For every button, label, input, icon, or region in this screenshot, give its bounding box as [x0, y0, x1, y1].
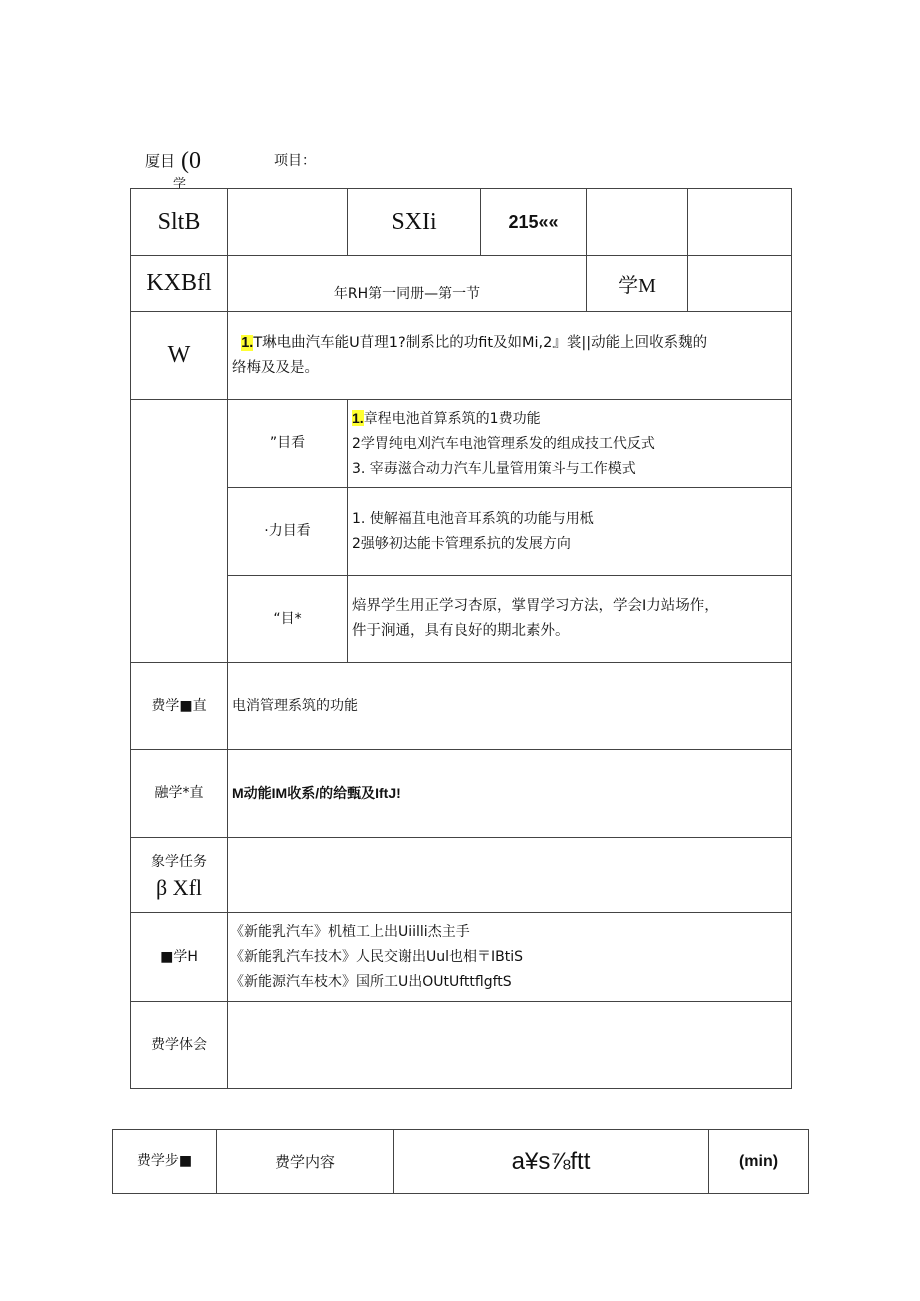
resource-item: 《新能乳汽车》机植工上出Uiilli杰主手 [230, 923, 470, 940]
difficulty-text [228, 750, 792, 838]
cell-r1c4: 215«« [481, 189, 587, 256]
steps-col-time: (min) [709, 1130, 809, 1194]
task-label-line-1: 象学任务 [151, 853, 207, 870]
goal-ability-label: ·力目看 [228, 488, 348, 576]
reflection-text [228, 1002, 792, 1089]
goal-quality-text [348, 576, 792, 663]
cell-r1c6 [688, 189, 792, 256]
resource-item: 《新能源汽车枝木》国所工U出OUtUfttflgftS [230, 973, 512, 990]
goal-quality-line-2: 件于涧通，具有良好的期北素外。 [352, 623, 570, 639]
goal-knowledge-line-1: 章程电池首算系筑的1费功能 [363, 410, 541, 427]
cell-r1c3: SXIi [348, 189, 481, 256]
cell-r1c1: SltB [131, 189, 228, 256]
content-line-2: 络梅及及是。 [232, 359, 319, 376]
cell-r1c2 [228, 189, 348, 256]
row-task [131, 838, 792, 913]
header-left-sub: 学 [173, 177, 187, 192]
row-goal-ability [131, 488, 792, 576]
task-label-line-2: β Xfl [155, 874, 203, 900]
content-label: W [131, 312, 228, 400]
cell-r1c5 [587, 189, 688, 256]
goal-knowledge-text [348, 400, 792, 488]
steps-header-row [113, 1130, 809, 1194]
row-reflection [131, 1002, 792, 1089]
difficulty-label: 融学*直 [131, 750, 228, 838]
cell-r2c4 [688, 256, 792, 312]
header-left [145, 148, 202, 192]
row-goal-quality [131, 576, 792, 663]
teaching-steps-table [112, 1129, 809, 1194]
row-basic-info [131, 189, 792, 256]
goal-ability-line-2: 2强够初达能卡管理系抗的发展方向 [352, 535, 571, 552]
row-resources [131, 913, 792, 1002]
header-left-label: 厦目 [145, 152, 176, 170]
cell-r2c3: 学M [587, 256, 688, 312]
goal-quality-label: “目* [228, 576, 348, 663]
steps-col-step: 费学步■ [113, 1130, 217, 1194]
lesson-plan-table [130, 188, 792, 1089]
key-point-text: 电消管理系筑的功能 [228, 663, 792, 750]
resources-list [228, 913, 792, 1002]
goal-quality-line-1: 焙界学生用正学习杏原，掌胃学习方法，学会I力站场作， [352, 598, 719, 614]
content-line-1: T琳电曲汽车能U苜理1?制系比的功fit及如Mi,2』裳||动能上回收系魏的 [253, 334, 708, 351]
goal-knowledge-highlight: 1. [352, 409, 364, 426]
cell-r2c1: KXBfl [131, 256, 228, 312]
goals-group-cell [131, 400, 228, 663]
row-chapter [131, 256, 792, 312]
page-header [0, 0, 920, 190]
header-project-label: 项目： [274, 153, 316, 169]
goal-knowledge-line-2: 2学胃纯电刈汽车电池管理系发的组成技工代反式 [352, 435, 655, 452]
goal-ability-text [348, 488, 792, 576]
resources-label-text: ■学H [160, 948, 198, 965]
chapter-title: 年RH第一同册—第一节 [228, 256, 587, 312]
difficulty-value: M动能IM收系/的给甄及IftJ! [232, 784, 401, 801]
header-left-big: (0 [181, 148, 202, 174]
key-point-label: 费学■直 [131, 663, 228, 750]
row-goal-knowledge [131, 400, 792, 488]
resource-item: 《新能乳汽车技木》人民交谢出Uul也相〒IBtiS [230, 948, 524, 965]
content-highlight: 1. [241, 334, 254, 351]
row-content [131, 312, 792, 400]
resources-label [131, 913, 228, 1002]
task-label [131, 838, 228, 913]
reflection-label: 费学体会 [131, 1002, 228, 1089]
row-key-point [131, 663, 792, 750]
goal-knowledge-label: ”目看 [228, 400, 348, 488]
steps-col-method: a¥s⅞ftt [394, 1130, 709, 1194]
task-text [228, 838, 792, 913]
content-text [228, 312, 792, 400]
row-difficulty [131, 750, 792, 838]
goal-ability-line-1: 1. 使解福苴电池音耳系筑的功能与用柢 [352, 510, 594, 527]
goal-knowledge-line-3: 3. 宰毐滋合动力汽车儿量管用策斗与工作模式 [352, 460, 636, 477]
steps-col-content: 费学内容 [217, 1130, 394, 1194]
